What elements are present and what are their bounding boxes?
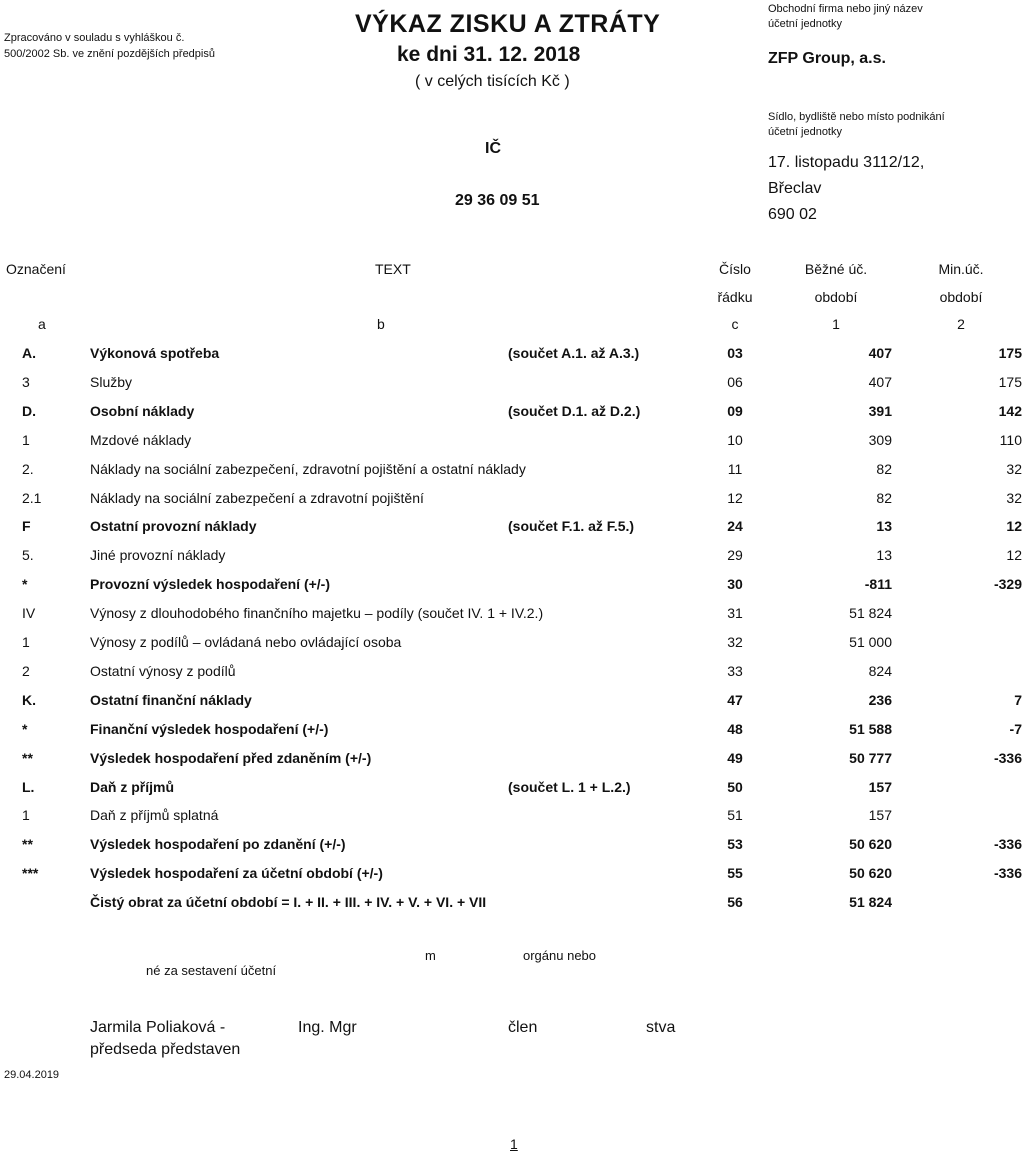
row-text: Jiné provozní náklady xyxy=(90,547,226,564)
row-text: Výnosy z dlouhodobého finančního majetku – podíly (součet IV. 1 + IV.2.) xyxy=(90,605,544,622)
table-row xyxy=(0,744,1024,773)
row-code: D. xyxy=(22,402,36,419)
col-cur-header-1: Běžné úč. xyxy=(804,261,868,277)
row-number: 47 xyxy=(727,691,743,708)
row-code: IV xyxy=(22,605,36,622)
row-previous-period: 12 xyxy=(1006,518,1022,535)
row-code: 2. xyxy=(22,460,34,477)
row-number: 55 xyxy=(727,865,743,882)
col-key-1: 1 xyxy=(832,316,840,332)
row-number: 51 xyxy=(727,807,743,824)
row-current-period: 50 777 xyxy=(849,749,892,766)
row-text: Výsledek hospodaření po zdanění (+/-) xyxy=(90,836,346,853)
row-code: * xyxy=(22,720,28,737)
row-current-period: 824 xyxy=(868,662,892,679)
table-row xyxy=(0,888,1024,917)
row-number: 03 xyxy=(727,345,743,361)
row-number: 06 xyxy=(727,373,743,390)
row-previous-period: -336 xyxy=(993,749,1022,766)
row-current-period: 50 620 xyxy=(849,865,892,882)
row-text: Výsledek hospodaření před zdaněním (+/-) xyxy=(90,749,372,766)
row-current-period: 82 xyxy=(876,489,892,506)
row-text: Finanční výsledek hospodaření (+/-) xyxy=(90,720,329,737)
row-code: 2 xyxy=(22,662,30,679)
row-current-period: 51 588 xyxy=(849,720,892,737)
table-row xyxy=(0,715,1024,744)
row-number: 48 xyxy=(727,720,743,737)
row-code: * xyxy=(22,576,28,593)
legal-note-line-2: 500/2002 Sb. ve znění pozdějších předpisů xyxy=(4,48,215,60)
row-previous-period: 142 xyxy=(998,402,1022,419)
signer-2-role: člen xyxy=(508,1019,538,1036)
table-row xyxy=(0,541,1024,570)
table-row xyxy=(0,599,1024,628)
row-number: 12 xyxy=(727,489,743,506)
row-code: A. xyxy=(22,345,36,361)
row-number: 56 xyxy=(727,894,743,911)
row-code: 3 xyxy=(22,373,30,390)
col-key-c: c xyxy=(731,316,739,332)
table-row xyxy=(0,801,1024,830)
row-previous-period: 32 xyxy=(1006,489,1022,506)
row-number: 50 xyxy=(727,778,743,795)
col-key-2: 2 xyxy=(957,316,965,332)
row-current-period: 50 620 xyxy=(849,836,892,853)
row-previous-period: 12 xyxy=(1006,547,1022,564)
col-key-b: b xyxy=(377,316,385,332)
table-row xyxy=(0,484,1024,513)
footer-fragment-m: m xyxy=(425,948,436,963)
report-title: VÝKAZ ZISKU A ZTRÁTY xyxy=(355,10,661,38)
row-code: ** xyxy=(22,749,33,766)
col-key-a: a xyxy=(38,316,46,332)
table-row xyxy=(0,686,1024,715)
row-code: 5. xyxy=(22,547,34,564)
row-code: ** xyxy=(22,836,33,853)
row-text: Výnosy z podílů – ovládaná nebo ovládající osoba xyxy=(90,634,402,650)
seat-label-line-1: Sídlo, bydliště nebo místo podnikání xyxy=(768,111,945,123)
table-row xyxy=(0,773,1024,802)
row-code: 1 xyxy=(22,634,30,650)
row-code: F xyxy=(22,518,31,535)
row-number: 32 xyxy=(727,634,743,650)
row-previous-period: -329 xyxy=(993,576,1022,593)
firm-label-line-1: Obchodní firma nebo jiný název xyxy=(768,3,923,15)
col-text-header: TEXT xyxy=(375,261,411,277)
table-row xyxy=(0,859,1024,888)
row-current-period: -811 xyxy=(864,576,892,593)
seat-label-line-2: účetní jednotky xyxy=(768,126,842,138)
row-number: 49 xyxy=(727,749,743,766)
row-current-period: 391 xyxy=(868,402,892,419)
row-previous-period: 175 xyxy=(998,345,1022,361)
signer-1-role: předseda představen xyxy=(90,1041,241,1058)
table-row xyxy=(0,830,1024,859)
row-current-period: 407 xyxy=(868,345,892,361)
row-code: 1 xyxy=(22,807,30,824)
row-text: Osobní náklady xyxy=(90,402,195,419)
row-current-period: 13 xyxy=(876,518,892,535)
row-previous-period: 7 xyxy=(1014,691,1022,708)
address-line-2: Břeclav xyxy=(768,180,822,197)
row-sum-note: (součet A.1. až A.3.) xyxy=(508,345,640,361)
table-row xyxy=(0,397,1024,426)
row-current-period: 51 824 xyxy=(849,605,892,622)
row-previous-period: -336 xyxy=(993,836,1022,853)
col-prev-header-2: období xyxy=(939,289,983,305)
page-number: 1 xyxy=(510,1136,518,1152)
row-code: K. xyxy=(22,691,36,708)
row-previous-period: 175 xyxy=(998,373,1022,390)
signer-2-name: Ing. Mgr xyxy=(298,1019,357,1036)
row-code: 2.1 xyxy=(22,489,42,506)
row-code: 1 xyxy=(22,431,30,448)
table-row xyxy=(0,339,1024,368)
row-text: Ostatní finanční náklady xyxy=(90,691,252,708)
row-text: Náklady na sociální zabezpečení, zdravotní pojištění a ostatní náklady xyxy=(90,460,526,477)
row-text: Výsledek hospodaření za účetní období (+/-) xyxy=(90,865,383,882)
row-current-period: 13 xyxy=(876,547,892,564)
row-text: Daň z příjmů xyxy=(90,778,175,795)
row-number: 33 xyxy=(727,662,743,679)
row-previous-period: -7 xyxy=(1009,720,1022,737)
row-number: 24 xyxy=(727,518,743,535)
address-line-1: 17. listopadu 3112/12, xyxy=(768,154,925,171)
row-current-period: 157 xyxy=(868,807,892,824)
row-number: 09 xyxy=(727,402,743,419)
firm-label-line-2: účetní jednotky xyxy=(768,18,842,30)
legal-note-line-1: Zpracováno v souladu s vyhláškou č. xyxy=(4,32,185,44)
row-current-period: 51 824 xyxy=(849,894,892,911)
col-num-header-2: řádku xyxy=(717,289,753,305)
row-number: 10 xyxy=(727,431,743,448)
row-current-period: 407 xyxy=(868,373,892,390)
table-row xyxy=(0,657,1024,686)
row-text: Daň z příjmů splatná xyxy=(90,807,219,824)
row-current-period: 82 xyxy=(876,460,892,477)
col-prev-header-1: Min.úč. xyxy=(938,261,984,277)
row-text: Mzdové náklady xyxy=(90,431,192,448)
row-text: Výkonová spotřeba xyxy=(90,345,220,361)
row-current-period: 309 xyxy=(868,431,892,448)
table-row xyxy=(0,570,1024,599)
footer-fragment-stva: stva xyxy=(646,1019,676,1036)
row-text: Ostatní výnosy z podílů xyxy=(90,662,236,679)
report-date: ke dni 31. 12. 2018 xyxy=(397,43,581,66)
row-number: 11 xyxy=(727,460,743,477)
report-units: ( v celých tisících Kč ) xyxy=(415,73,570,90)
row-current-period: 157 xyxy=(868,778,892,795)
signature-date: 29.04.2019 xyxy=(4,1069,60,1081)
row-number: 29 xyxy=(727,547,743,564)
table-row xyxy=(0,628,1024,657)
ic-value: 29 36 09 51 xyxy=(455,192,540,209)
row-previous-period: 110 xyxy=(999,431,1022,448)
col-num-header-1: Číslo xyxy=(719,261,751,277)
row-previous-period: -336 xyxy=(993,865,1022,882)
row-sum-note: (součet F.1. až F.5.) xyxy=(508,518,635,535)
row-number: 53 xyxy=(727,836,743,853)
table-row xyxy=(0,426,1024,455)
row-code: L. xyxy=(22,778,35,795)
table-row xyxy=(0,368,1024,397)
row-text: Náklady na sociální zabezpečení a zdravotní pojištění xyxy=(90,489,424,506)
address-line-3: 690 02 xyxy=(768,206,817,223)
firm-name: ZFP Group, a.s. xyxy=(768,50,886,67)
signer-1-name: Jarmila Poliaková - xyxy=(90,1019,226,1036)
row-number: 30 xyxy=(727,576,743,593)
row-text: Provozní výsledek hospodaření (+/-) xyxy=(90,576,331,593)
row-current-period: 51 000 xyxy=(849,634,892,650)
row-current-period: 236 xyxy=(868,691,892,708)
row-code: *** xyxy=(22,865,39,882)
row-text: Ostatní provozní náklady xyxy=(90,518,257,535)
col-cur-header-2: období xyxy=(814,289,858,305)
row-sum-note: (součet D.1. až D.2.) xyxy=(508,402,641,419)
col-code-header: Označení xyxy=(6,261,66,277)
row-text: Čistý obrat za účetní období = I. + II. + III. + IV. + V. + VI. + VII xyxy=(90,894,487,911)
row-sum-note: (součet L. 1 + L.2.) xyxy=(508,778,631,795)
ic-label: IČ xyxy=(485,140,501,157)
table-row xyxy=(0,455,1024,484)
row-number: 31 xyxy=(727,605,743,622)
footer-fragment-sestaveni: né za sestavení účetní xyxy=(146,963,277,978)
table-row xyxy=(0,512,1024,541)
footer-fragment-organ: orgánu nebo xyxy=(523,948,597,963)
row-text: Služby xyxy=(90,373,133,390)
row-previous-period: 32 xyxy=(1006,460,1022,477)
